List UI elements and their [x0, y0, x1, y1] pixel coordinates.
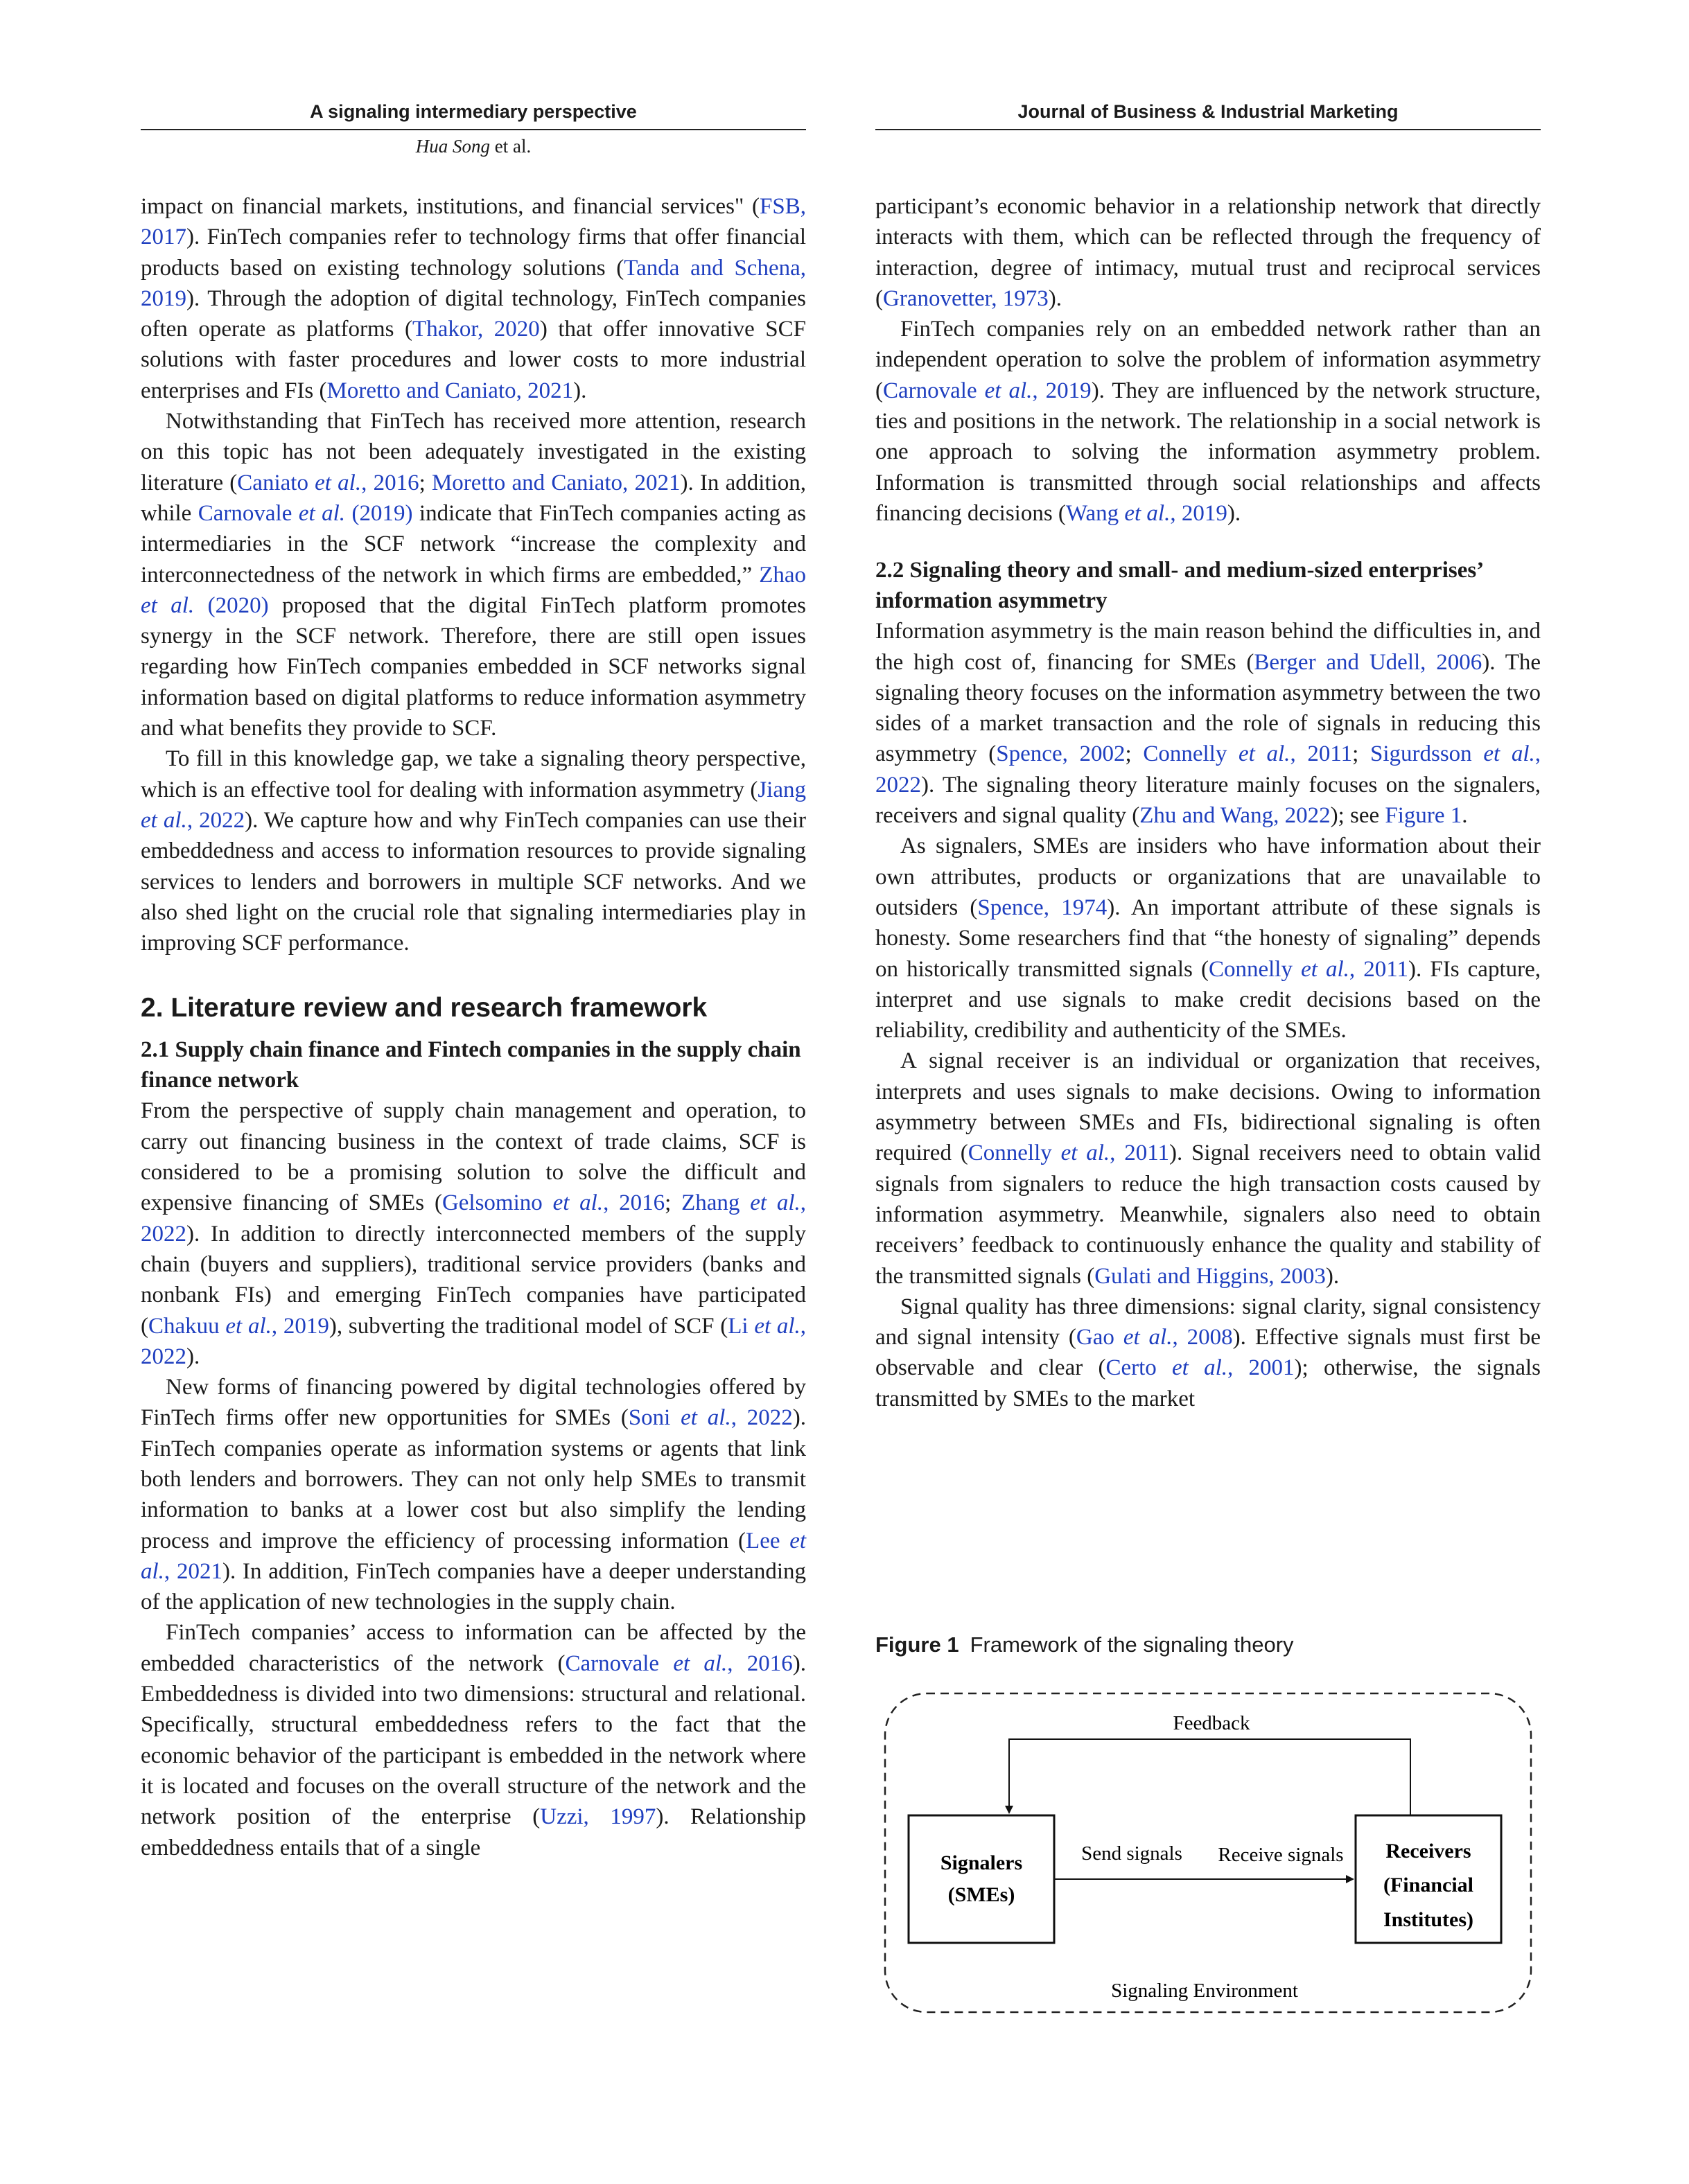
citation-link[interactable]: Uzzi, 1997 — [540, 1804, 656, 1830]
citation-link[interactable]: Connelly et al., 2011 — [1208, 956, 1409, 982]
paragraph: Information asymmetry is the main reason behind the difficulties in, and the high cost of, financing for SMEs (Berger and Udell, 2006). The signaling theory focuses on the information asymmetry between the two sides of a market transaction and the role of signals in reducing this asymmetry (Spence, 2002; Connelly et al., 2011; Sigurdsson et al., 2022). The signaling theory literature mainly focuses on the signalers, receivers and signal quality (Zhu and Wang, 2022); see Figure 1. — [875, 619, 1541, 829]
citation-link[interactable]: Certo et al., 2001 — [1105, 1355, 1295, 1381]
citation-link[interactable]: Gulati and Higgins, 2003 — [1094, 1263, 1326, 1289]
feedback-arrow — [1009, 1739, 1410, 1815]
receivers-sublabel-2: Institutes) — [1383, 1908, 1474, 1931]
citation-link[interactable]: Caniato et al., 2016 — [237, 470, 419, 495]
receivers-sublabel-1: (Financial — [1383, 1874, 1474, 1896]
signalers-sublabel: (SMEs) — [947, 1883, 1015, 1906]
paragraph: impact on financial markets, institutions, and financial services" (FSB, 2017). FinTech companies refer to technology firms that offer financial products based on existing technology solutions (Tanda and Schena, 2019). Through the adoption of digital technology, FinTech companies often operate as platforms (Thakor, 2020) that offer innovative SCF solutions with faster procedures and lower costs to more industrial enterprises and FIs (Moretto and Caniato, 2021). — [141, 194, 806, 403]
citation-link[interactable]: Li et al., 2022 — [141, 1313, 807, 1369]
citation-link[interactable]: Thakor, 2020 — [412, 317, 540, 342]
citation-link[interactable]: Tanda and Schena, 2019 — [141, 255, 806, 311]
receive-signals-label: Receive signals — [1218, 1844, 1344, 1866]
header-rule-left — [141, 129, 806, 130]
citation-link[interactable]: Gao et al., 2008 — [1076, 1325, 1233, 1350]
signaling-framework-diagram — [875, 1684, 1541, 2023]
paragraph: To fill in this knowledge gap, we take a signaling theory perspective, which is an effective tool for dealing with information asymmetry (Jiang et al., 2022). We capture how and why FinTech companies can use their embeddedness and access to information resources to provide signaling services to lenders and borrowers in multiple SCF networks. And we also shed light on the crucial role that signaling intermediaries play in improving SCF performance. — [141, 746, 807, 956]
paragraph: A signal receiver is an individual or organization that receives, interprets and uses signals to make decisions. Owing to information asymmetry between SMEs and FIs, bidirectional signaling is often required (Connelly et al., 2011). Signal receivers need to obtain valid signals from signalers to reduce the high transaction costs caused by information asymmetry. Meanwhile, signalers also need to obtain receivers’ feedback to continuously enhance the quality and stability of the transmitted signals (Gulati and Higgins, 2003). — [875, 1048, 1541, 1289]
citation-link[interactable]: Spence, 2002 — [996, 741, 1126, 767]
citation-link[interactable]: Carnovale et al., 2019 — [883, 378, 1092, 403]
citation-link[interactable]: Gelsomino et al., 2016 — [441, 1190, 665, 1216]
send-signals-label: Send signals — [1081, 1842, 1182, 1865]
citation-link[interactable]: Chakuu et al., 2019 — [148, 1313, 329, 1339]
figure-caption-text: Framework of the signaling theory — [970, 1632, 1294, 1657]
citation-link[interactable]: Wang et al., 2019 — [1065, 500, 1227, 526]
paragraph: participant’s economic behavior in a relationship network that directly interacts with them, which can be reflected through the frequency of interaction, degree of intimacy, mutual trust and reciprocal services (Granovetter, 1973). — [875, 194, 1541, 311]
paragraph: Notwithstanding that FinTech has received more attention, research on this topic has not been adequately investigated in the existing literature (Caniato et al., 2016; Moretto and Caniato, 2021). In addition, while Carnovale et al. (2019) indicate that FinTech companies acting as intermediaries in the SCF network “increase the complexity and interconnectedness of the network in which firms are embedded,” Zhao et al. (2020) proposed that the digital FinTech platform promotes synergy in the SCF network. Therefore, there are still open issues regarding how FinTech companies embedded in SCF networks signal information based on digital platforms to reduce information asymmetry and what benefits they provide to SCF. — [141, 409, 807, 741]
subsection-heading: 2.2 Signaling theory and small- and medium-sized enterprises’ information asymmetry — [875, 558, 1482, 614]
feedback-label: Feedback — [1173, 1712, 1250, 1734]
author-name: Hua Song — [415, 136, 490, 157]
paragraph: New forms of financing powered by digital technologies offered by FinTech firms offer new opportunities for SMEs (Soni et al., 2022). FinTech companies operate as information systems or agents that link both lenders and borrowers. They can not only help SMEs to transmit information to banks at a lower cost but also simplify the lending process and improve the efficiency of processing information (Lee et al., 2021). In addition, FinTech companies have a deeper understanding of the application of new technologies in the supply chain. — [141, 1375, 807, 1615]
citation-link[interactable]: Soni et al., 2022 — [628, 1405, 793, 1431]
citation-link[interactable]: Jiang et al., 2022 — [141, 777, 806, 833]
citation-link[interactable]: Moretto and Caniato, 2021 — [431, 470, 681, 495]
author-line — [141, 136, 806, 157]
citation-link[interactable]: FSB, 2017 — [141, 194, 806, 250]
figure-label: Figure 1 — [875, 1632, 959, 1657]
signalers-label: Signalers — [940, 1851, 1023, 1874]
citation-link[interactable]: Lee et al., 2021 — [141, 1528, 807, 1584]
paragraph: FinTech companies rely on an embedded network rather than an independent operation to solve the problem of information asymmetry (Carnovale et al., 2019). They are influenced by the network structure, ties and positions in the network. The relationship in a social network is one approach to solving the information asymmetry problem. Information is transmitted through social relationships and affects financing decisions (Wang et al., 2019). — [875, 317, 1541, 526]
receivers-label: Receivers — [1385, 1840, 1471, 1862]
paragraph: Signal quality has three dimensions: signal clarity, signal consistency and signal intensity (Gao et al., 2008). Effective signals must first be observable and clear (Certo et al., 2001); otherwise, the signals transmitted by SMEs to the market — [875, 1294, 1541, 1411]
citation-link[interactable]: Zhu and Wang, 2022 — [1139, 803, 1331, 829]
section-heading: 2. Literature review and research framework — [141, 993, 708, 1023]
citation-link[interactable]: Carnovale et al. (2019) — [198, 500, 413, 526]
citation-link[interactable]: Connelly et al., 2011 — [1143, 741, 1353, 767]
environment-label: Signaling Environment — [1111, 1980, 1298, 2002]
paragraph: FinTech companies’ access to information can be affected by the embedded characteristics of the network (Carnovale et al., 2016). Embeddedness is divided into two dimensions: structural and relational. Specifically, structural embeddedness refers to the fact that the economic behavior of the participant is embedded in the network where it is located and focuses on the overall structure of the network and the network position of the enterprise (Uzzi, 1997). Relationship embeddedness entails that of a single — [141, 1620, 807, 1860]
running-title-left: A signaling intermediary perspective — [310, 101, 637, 122]
citation-link[interactable]: Moretto and Caniato, 2021 — [326, 378, 574, 403]
citation-link[interactable]: Granovetter, 1973 — [883, 285, 1049, 311]
right-column — [875, 191, 1541, 1414]
header-rule-right — [875, 129, 1541, 130]
citation-link[interactable]: Spence, 1974 — [977, 895, 1108, 920]
citation-link[interactable]: Carnovale et al., 2016 — [565, 1650, 793, 1676]
subsection-heading: 2.1 Supply chain finance and Fintech companies in the supply chain finance network — [141, 1037, 801, 1093]
citation-link[interactable]: Zhang et al., 2022 — [141, 1190, 806, 1247]
citation-link[interactable]: Berger and Udell, 2006 — [1254, 649, 1482, 675]
citation-link[interactable]: Figure 1 — [1385, 803, 1462, 829]
left-column — [141, 191, 806, 1863]
journal-title: Journal of Business & Industrial Marketing — [1017, 101, 1399, 122]
paragraph: As signalers, SMEs are insiders who have information about their own attributes, products or organizations that are unavailable to outsiders (Spence, 1974). An important attribute of these signals is honesty. Some researchers find that “the honesty of signaling” depends on historically transmitted signals (Connelly et al., 2011). FIs capture, interpret and use signals to make credit decisions based on the reliability, credibility and authenticity of the SMEs. — [875, 834, 1541, 1043]
signalers-box — [909, 1815, 1054, 1943]
citation-link[interactable]: Sigurdsson et al., 2022 — [875, 741, 1541, 798]
citation-link[interactable]: Zhao et al. (2020) — [141, 562, 806, 618]
author-suffix: et al. — [490, 136, 532, 157]
citation-link[interactable]: Connelly et al., 2011 — [968, 1141, 1170, 1166]
paragraph: From the perspective of supply chain management and operation, to carry out financing business in the context of trade claims, SCF is considered to be a promising solution to solve the difficult and expensive financing of SMEs (Gelsomino et al., 2016; Zhang et al., 2022). In addition to directly interconnected members of the supply chain (buyers and suppliers), traditional service providers (banks and nonbank FIs) and emerging FinTech companies have participated (Chakuu et al., 2019), subverting the traditional model of SCF (Li et al., 2022). — [141, 1098, 807, 1369]
figure-caption — [875, 1632, 1294, 1657]
